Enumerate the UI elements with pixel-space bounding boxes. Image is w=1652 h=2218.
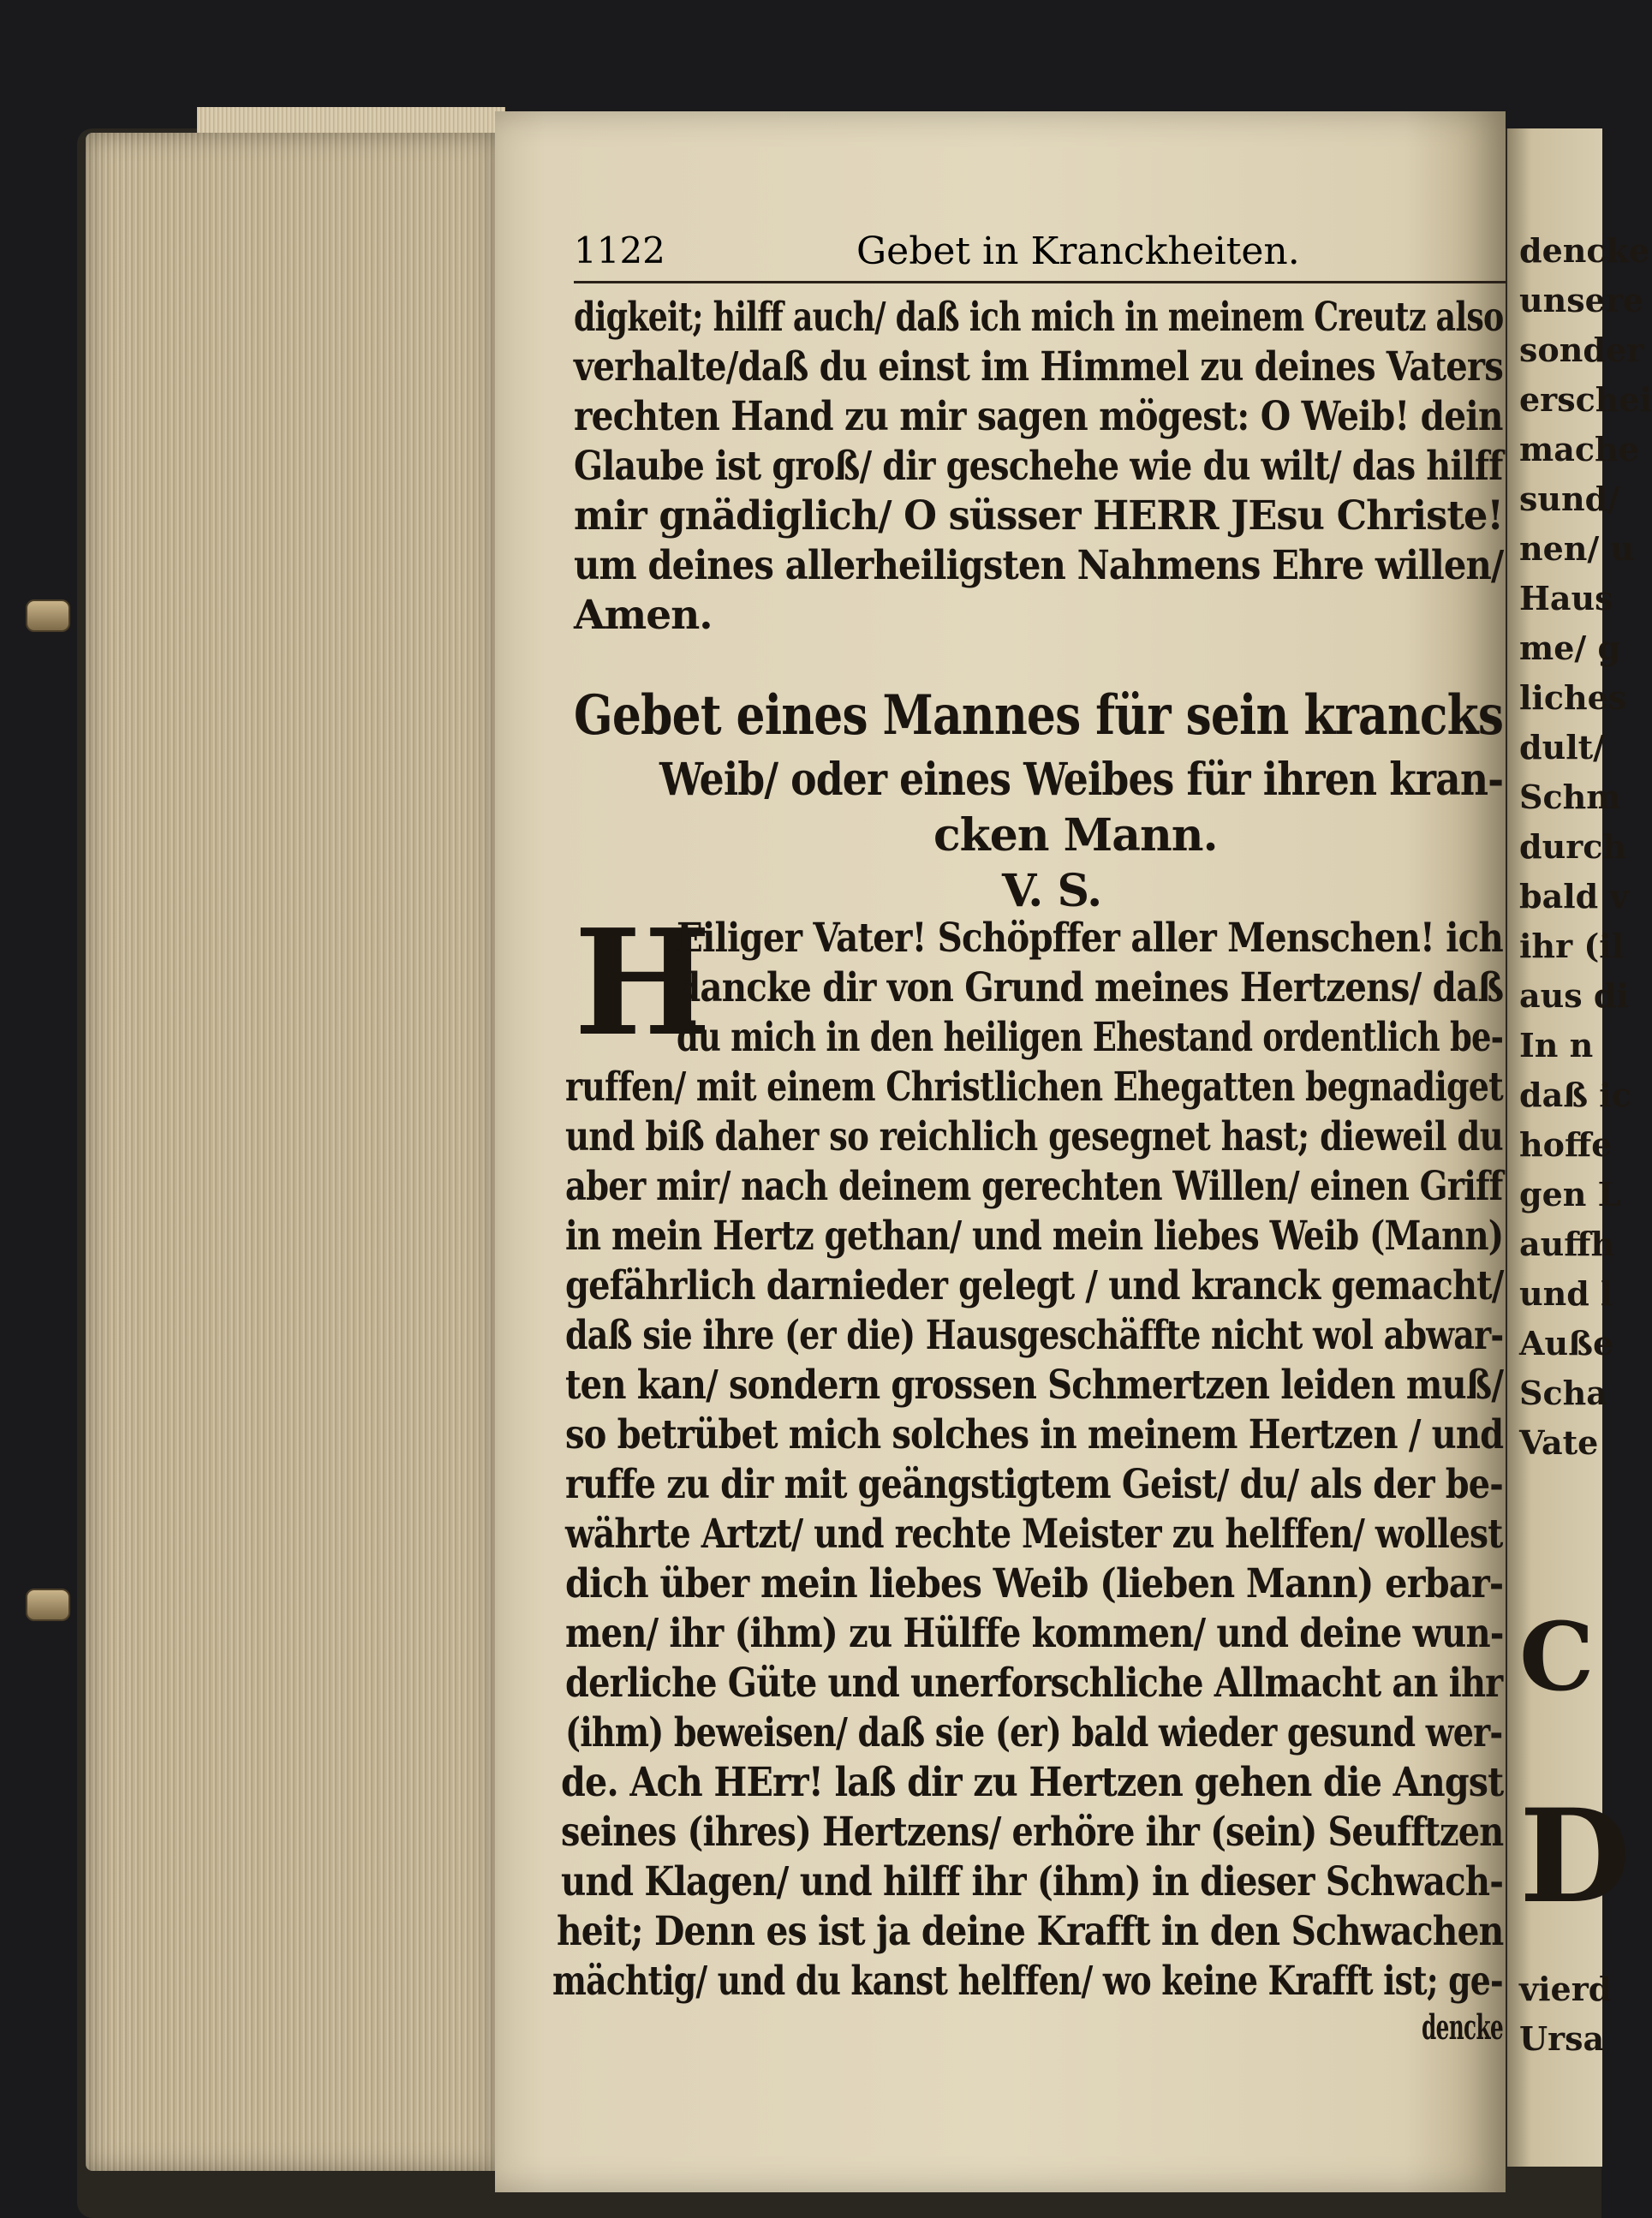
- facing-initial: D: [1519, 1781, 1631, 1932]
- facing-line: liches: [1519, 678, 1627, 717]
- page-number: 1122: [574, 230, 665, 271]
- facing-line: daß ic: [1519, 1076, 1631, 1114]
- section-heading: Gebet eines Mannes für sein krancks: [574, 683, 1504, 748]
- text-line: seines (ihres) Hertzens/ erhöre ihr (sein) Seufftzen: [561, 1809, 1504, 1856]
- facing-initial: C: [1519, 1601, 1595, 1712]
- text-line: in mein Hertz gethan/ und mein liebes Weib (Mann): [565, 1213, 1504, 1260]
- text-line: heit; Denn es ist ja deine Krafft in den Schwachen: [557, 1908, 1504, 1955]
- facing-line: sonder: [1519, 331, 1644, 369]
- facing-line: Haus: [1519, 579, 1613, 617]
- facing-line: vierd: [1519, 1970, 1612, 2008]
- text-line: Glaube ist groß/ dir geschehe wie du wilt/ das hilff: [574, 443, 1503, 490]
- facing-line: aus di: [1519, 976, 1629, 1015]
- text-line: so betrübet mich solches in meinem Hertzen / und: [565, 1411, 1504, 1458]
- facing-line: Ursa: [1519, 2019, 1605, 2058]
- facing-line: Schm: [1519, 778, 1621, 816]
- section-abbreviation: V. S.: [1002, 865, 1102, 917]
- facing-line: bald v: [1519, 877, 1629, 915]
- text-line: men/ ihr (ihm) zu Hülffe kommen/ und deine wun-: [565, 1610, 1504, 1657]
- facing-line: hoffe: [1519, 1125, 1613, 1164]
- text-line: Eiliger Vater! Schöpffer aller Menschen! ich: [677, 915, 1503, 962]
- text-line: und Klagen/ und hilff ihr (ihm) in dieser Schwach-: [561, 1858, 1504, 1905]
- clasp-upper: [26, 599, 70, 632]
- text-line: mir gnädiglich/ O süsser HERR JEsu Christe!: [574, 492, 1504, 540]
- facing-line: Scha: [1519, 1374, 1607, 1412]
- text-line: daß sie ihre (er die) Hausgeschäffte nicht wol abwar-: [565, 1312, 1504, 1359]
- text-line: mächtig/ und du kanst helffen/ wo keine Krafft ist; ge-: [552, 1958, 1503, 2005]
- text-line: Amen.: [574, 592, 713, 639]
- text-line: digkeit; hilff auch/ daß ich mich in meinem Creutz also: [574, 294, 1504, 341]
- facing-line: In n: [1519, 1026, 1594, 1064]
- text-line: rechten Hand zu mir sagen mögest: O Weib! dein: [574, 393, 1503, 440]
- text-line: verhalte/daß du einst im Himmel zu deines Vaters: [574, 343, 1503, 391]
- page-header: [574, 230, 1507, 283]
- facing-line: gen L: [1519, 1175, 1621, 1213]
- running-title: Gebet in Kranckheiten.: [856, 230, 1300, 273]
- text-line: dich über mein liebes Weib (lieben Mann) erbar-: [565, 1560, 1504, 1607]
- text-line: ruffen/ mit einem Christlichen Ehegatten begnadiget: [565, 1064, 1503, 1111]
- facing-line: auffh: [1519, 1225, 1615, 1263]
- facing-line: erschei: [1519, 380, 1652, 419]
- drop-initial: H: [574, 897, 712, 1069]
- facing-line: dult/: [1519, 728, 1606, 766]
- page-edges: [86, 133, 497, 2171]
- facing-line: Vate: [1519, 1423, 1599, 1462]
- section-heading-line3: cken Mann.: [933, 809, 1218, 862]
- facing-line: Auße: [1519, 1324, 1614, 1362]
- text-line: ten kan/ sondern grossen Schmertzen leiden muß/: [565, 1362, 1504, 1409]
- facing-line: sund/: [1519, 480, 1620, 518]
- text-line: dancke dir von Grund meines Hertzens/ daß: [677, 964, 1504, 1011]
- facing-line: und l: [1519, 1274, 1613, 1313]
- text-line: du mich in den heiligen Ehestand ordentlich be-: [677, 1014, 1504, 1061]
- facing-line: nen/ u: [1519, 529, 1635, 568]
- text-line: (ihm) beweisen/ daß sie (er) bald wieder gesund wer-: [565, 1709, 1503, 1756]
- facing-line: me/ g: [1519, 629, 1621, 667]
- text-line: währte Artzt/ und rechte Meister zu helffen/ wollest: [565, 1511, 1503, 1558]
- facing-line: ihr (il: [1519, 927, 1625, 965]
- facing-page: [1507, 128, 1652, 2167]
- text-line: und biß daher so reichlich gesegnet hast; dieweil du: [565, 1113, 1503, 1160]
- facing-line: dencke: [1519, 231, 1650, 270]
- text-line: de. Ach HErr! laß dir zu Hertzen gehen die Angst: [561, 1759, 1504, 1806]
- text-line: aber mir/ nach deinem gerechten Willen/ einen Griff: [565, 1163, 1503, 1210]
- text-line: derliche Güte und unerforschliche Allmacht an ihr: [565, 1660, 1503, 1707]
- facing-line: mache: [1519, 430, 1639, 468]
- clasp-lower: [26, 1589, 70, 1621]
- text-line: ruffe zu dir mit geängstigtem Geist/ du/ als der be-: [565, 1461, 1503, 1508]
- catchword: dencke: [1422, 2007, 1504, 2048]
- facing-line: durch: [1519, 827, 1626, 866]
- text-line: gefährlich darnieder gelegt / und kranck gemacht/: [565, 1262, 1504, 1309]
- text-line: um deines allerheiligsten Nahmens Ehre willen/: [574, 542, 1504, 589]
- facing-line: unsere: [1519, 281, 1644, 319]
- section-heading-line2: Weib/ oder eines Weibes für ihren kran-: [659, 754, 1504, 806]
